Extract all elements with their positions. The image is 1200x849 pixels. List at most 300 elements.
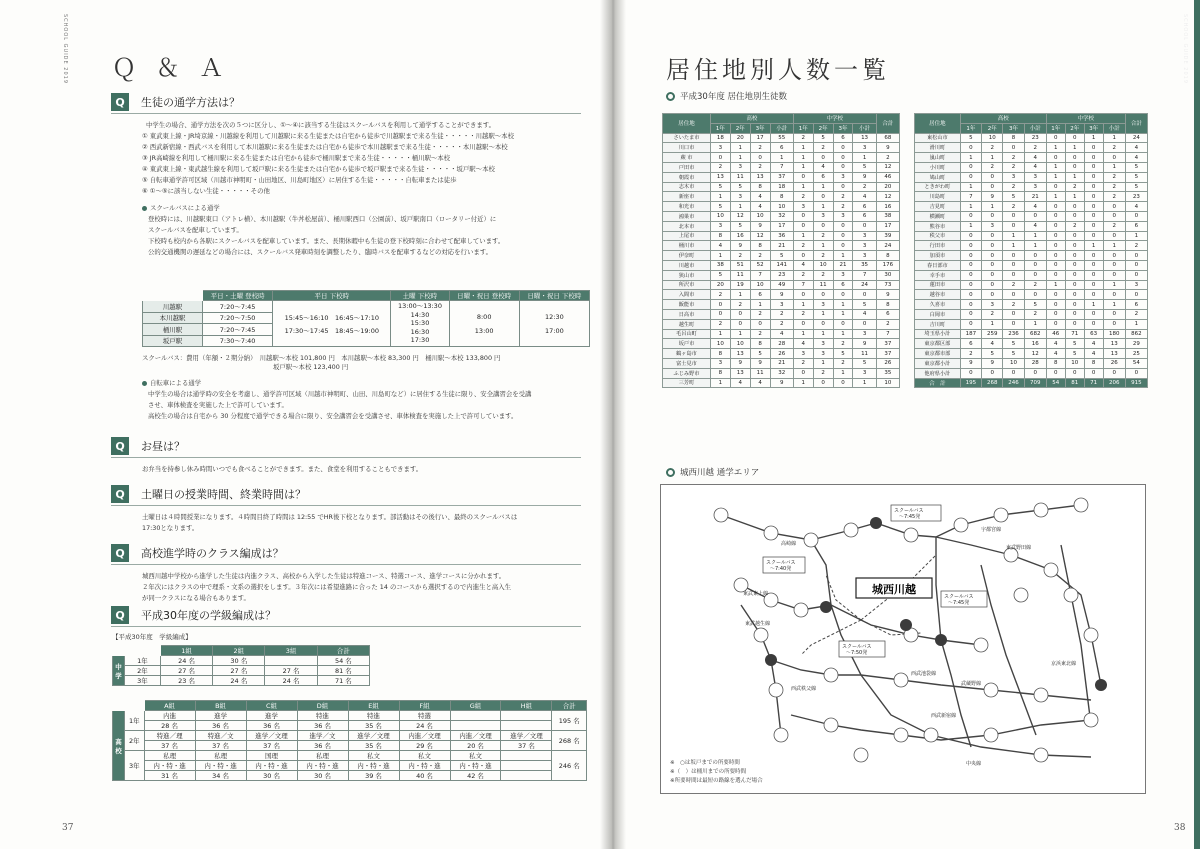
table-cell: 0 [1084,309,1103,319]
table-cell: 0 [1046,231,1065,241]
table-cell: 2 [1024,309,1046,319]
table-cell: 39 [876,231,899,241]
table-cell: 0 [1003,221,1024,231]
class-caption: 【平成30年度 学級編成】 [112,633,192,641]
area-cell: 川島町 [915,192,961,202]
line-label: 西武秩父線 [791,686,817,692]
station-node [824,668,838,682]
table-cell: 8 [710,349,730,359]
area-cell: 飯能市 [663,300,711,310]
table-cell: 13 [710,172,730,182]
station-node [824,718,838,732]
table-cell: 2 [1065,221,1084,231]
table-cell: 2 [1125,241,1147,251]
table-cell: 2 [750,309,770,319]
list-item: ④ 東武東上線・東武越生線を利用して坂戸駅に来る生徒または自宅から徒歩で坂戸駅まで来る生徒・・・・・坂戸駅～本校 [142,165,495,173]
table-cell: 0 [960,290,981,300]
table-cell: 0 [1103,202,1125,212]
station-node [894,673,908,687]
table-cell: 4 [750,192,770,202]
divider [111,564,581,565]
table-cell: 1 [1046,192,1065,202]
table-cell: 5 [730,221,750,231]
list-item: ⑥ ①～⑤に該当しない生徒・・・・・その他 [142,187,270,195]
table-cell: 5 [833,349,853,359]
table-cell: 0 [813,378,833,388]
station-node [1064,588,1078,602]
table-cell: 0 [1065,270,1084,280]
table-cell: 2 [813,368,833,378]
table-cell: 1 [1103,162,1125,172]
table-cell: 1 [833,309,853,319]
table-cell: 1 [1125,319,1147,329]
table-cell: 7 [960,192,981,202]
station-node [894,728,908,742]
table-cell: 0 [1084,270,1103,280]
divider [111,626,581,627]
table-cell: 0 [833,162,853,172]
grade-cell: 2年 [125,731,145,751]
table-cell: 6 [853,202,876,212]
table-cell: 81 名 [317,666,369,676]
divider [111,457,581,458]
table-row [915,143,1148,153]
answer-text: 17:30となります。 [142,524,199,532]
table-cell: 4 [1024,153,1046,163]
area-cell: 横瀬町 [915,211,961,221]
table-cell: 2 [813,143,833,153]
table-cell: 1 [813,309,833,319]
table-cell: 52 [750,260,770,270]
page-number: 38 [1174,823,1186,833]
table-cell: 1 [1103,300,1125,310]
station-cell: 坂戸駅 [143,335,203,347]
table-cell: 0 [960,241,981,251]
table-cell: 26 [876,358,899,368]
table-cell: 12 [876,192,899,202]
table-cell: 0 [1003,368,1024,378]
book-gutter [600,0,626,849]
table-cell: 8 [1046,358,1065,368]
table-cell: 3 [770,300,793,310]
map-note: ※所要時間は最短の路線を選んだ場合 [670,778,763,784]
bus-label: ～7:40発 [770,566,792,572]
table-cell: 2 [1125,309,1147,319]
table-cell: 2 [833,202,853,212]
table-cell: 進学／文理 [246,731,297,741]
table-cell: 0 [1084,172,1103,182]
table-cell: 0 [1065,319,1084,329]
table-cell: 0 [1065,211,1084,221]
table-row [915,358,1148,368]
table-cell: 24 名 [399,721,450,731]
table-cell: 13 [1103,349,1125,359]
table-cell: 0 [1065,241,1084,251]
table-cell: 30 名 [297,771,348,781]
table-cell: 2 [710,290,730,300]
table-cell: 1 [730,290,750,300]
bike-text: 中学生の場合は通学時の安全を考慮し、通学許可区域（川越市神明町、山田、川島町など）に居住する生徒に限り、安全講習会を受講 [148,390,532,398]
table-row [663,319,900,329]
table-cell: 0 [1046,319,1065,329]
grade-cell: 3年 [125,676,161,686]
table-row [663,162,900,172]
line-label: 京浜東北線 [1051,661,1077,667]
table-cell: 38 [710,260,730,270]
table-cell: 5 [853,358,876,368]
table-cell: 2 [813,270,833,280]
table-cell: 2 [1103,192,1125,202]
table-cell: 3 [1024,172,1046,182]
total-cell: 195 [960,378,981,388]
question-text: お昼は？ [141,440,185,453]
area-header: 居住地 [915,114,961,134]
table-cell: 26 [770,349,793,359]
area-cell: 久喜市 [915,300,961,310]
table-cell: 8 [1003,133,1024,143]
fee-label: スクールバス：費用（年額・２期分納） [142,354,254,362]
table-cell: 1 [793,300,813,310]
table-cell: 31 名 [144,771,195,781]
table-cell: 73 [876,280,899,290]
table-cell: 30 名 [246,771,297,781]
table-cell: 9 [750,221,770,231]
table-cell: 6 [750,290,770,300]
table-cell: 1 [1065,172,1084,182]
table-cell: 1 [853,378,876,388]
area-cell: 東京都市部 [915,349,961,359]
table-cell: 1 [1024,241,1046,251]
table-cell: 10 [750,211,770,221]
table-cell: 進学／文理 [501,731,552,741]
table-cell: 0 [833,231,853,241]
table-row [915,211,1148,221]
total-cell: 915 [1125,378,1147,388]
table-cell: 内・特・進 [195,761,246,771]
table-cell: 1 [710,378,730,388]
table-cell: 4 [1125,202,1147,212]
table-cell: 0 [1003,211,1024,221]
table-cell: 4 [1024,202,1046,212]
table-cell: 8 [750,241,770,251]
table-row [113,721,587,731]
table-cell: 1 [960,221,981,231]
table-cell: 1 [833,300,853,310]
station-node [984,683,998,697]
holiday-morning-cell: 8:00 13:00 [449,301,519,347]
table-cell: 0 [1103,153,1125,163]
table-cell: 0 [1003,143,1024,153]
bus-station-node [870,517,882,529]
area-cell: 伊奈町 [663,251,711,261]
table-row [113,711,587,721]
area-cell: 蕨 市 [663,153,711,163]
bus-label: スクールバス [766,560,796,566]
table-cell: 4 [1084,339,1103,349]
col-header: 日曜・祝日 下校時 [519,291,589,301]
table-cell: 0 [960,280,981,290]
list-item: ⑤ 自転車通学許可区域（川越市神明町・山田地区、川島町地区）に居住する生徒・・・・・自転車または徒歩 [142,176,457,184]
table-cell: 内・特・進 [297,761,348,771]
table-cell: 0 [1003,319,1024,329]
table-cell: 1 [793,162,813,172]
table-cell: 46 [1046,329,1065,339]
table-cell: 9 [876,143,899,153]
area-cell: 行田市 [915,241,961,251]
table-row [915,251,1148,261]
station-node [1074,498,1088,512]
table-cell: 0 [960,368,981,378]
table-cell: 8 [1084,358,1103,368]
sub-header: 小計 [853,123,876,133]
table-cell: 32 [770,368,793,378]
col-header: E組 [348,701,399,711]
table-cell: 0 [1125,270,1147,280]
table-cell: 1 [730,202,750,212]
table-cell: 23 [1024,133,1046,143]
sub-header: 1年 [960,123,981,133]
table-cell: 10 [710,339,730,349]
table-cell: 5 [1125,172,1147,182]
table-cell: 3 [813,339,833,349]
table-cell: 0 [1125,290,1147,300]
table-cell: 13 [853,133,876,143]
table-cell: 2 [750,162,770,172]
table-cell: 11 [730,270,750,280]
table-cell: 3 [710,143,730,153]
table-cell: 32 [770,211,793,221]
table-cell: 3 [730,192,750,202]
table-cell: 0 [1103,211,1125,221]
area-cell: 朝霞市 [663,172,711,182]
table-cell: 1 [1003,231,1024,241]
total-cell: 71 [1084,378,1103,388]
table-cell: 18 [770,182,793,192]
table-cell: 進学 [195,711,246,721]
table-row [915,241,1148,251]
table-cell: 5 [1125,162,1147,172]
table-cell: 0 [1084,260,1103,270]
table-cell: 1 [793,329,813,339]
area-cell: 日高市 [663,309,711,319]
table-cell: 36 名 [246,721,297,731]
table-cell: 28 [770,339,793,349]
table-cell: 私理 [144,751,195,761]
question-text: 土曜日の授業時間、終業時間は？ [141,488,306,501]
grand-total-row [915,378,1148,388]
table-cell: 0 [1024,251,1046,261]
table-row [663,378,900,388]
corner-cell [143,291,203,301]
table-cell: 5 [1003,349,1024,359]
question-4 [111,543,581,563]
table-cell: 0 [1046,270,1065,280]
table-cell: 9 [770,378,793,388]
rail-line [981,565,1036,735]
table-cell: 0 [982,368,1003,378]
table-cell: 0 [853,319,876,329]
table-cell: 0 [960,211,981,221]
table-cell: 9 [876,290,899,300]
table-cell: 3 [1003,172,1024,182]
sub-header: 3年 [750,123,770,133]
table-cell: 2 [793,133,813,143]
table-cell: 0 [853,221,876,231]
table-cell: 3 [813,211,833,221]
table-cell: 0 [1046,309,1065,319]
table-cell: 0 [1103,270,1125,280]
station-cell: 桶川駅 [143,324,203,336]
area-cell: 蓮田市 [915,280,961,290]
station-node [794,603,808,617]
table-row [915,221,1148,231]
table-cell: 0 [1024,290,1046,300]
table-row [663,290,900,300]
table-cell: 2 [1024,280,1046,290]
area-cell: 東松山市 [915,133,961,143]
bus-text: 下校時も校内から各駅にスクールバスを配車しています。また、長期休暇中も生徒の登下校時刻に合わせて配車しています。 [148,237,505,245]
table-cell: 10 [1065,358,1084,368]
question-text: 生徒の通学方法は？ [141,96,240,109]
table-cell: 0 [1065,368,1084,378]
table-cell: 0 [1125,251,1147,261]
table-cell: 0 [960,309,981,319]
table-cell: 187 [960,329,981,339]
table-cell: 3 [853,368,876,378]
table-cell: 10 [750,280,770,290]
col-header: H組 [501,701,552,711]
table-row [915,133,1148,143]
table-cell: 17 [770,221,793,231]
table-cell: 16 [876,202,899,212]
table-cell: 2 [876,319,899,329]
col-header: 2組 [213,646,265,656]
table-cell: 1 [833,368,853,378]
table-cell: 0 [1065,133,1084,143]
table-cell: 28 [1024,358,1046,368]
table-cell: 特進／理 [144,731,195,741]
table-cell: 38 [876,211,899,221]
table-cell: 内・特・進 [450,761,501,771]
area-cell: 戸田市 [663,162,711,172]
table-cell: 0 [1103,231,1125,241]
table-cell: 10 [982,133,1003,143]
table-cell: 2 [710,162,730,172]
table-cell: 17 [750,133,770,143]
table-cell: 0 [1024,270,1046,280]
table-cell: 23 [770,270,793,280]
table-cell: 2 [793,192,813,202]
table-cell: 0 [982,182,1003,192]
table-cell: 2 [982,309,1003,319]
area-cell: 鴻巣市 [663,211,711,221]
table-row [915,231,1148,241]
area-cell: 上尾市 [663,231,711,241]
sub-header: 1年 [710,123,730,133]
sub-header: 2年 [730,123,750,133]
area-cell: 小川町 [915,162,961,172]
q4-answer [142,571,582,604]
table-cell: 11 [750,368,770,378]
table-row [663,309,900,319]
table-cell: 5 [853,300,876,310]
table-cell: 11 [853,349,876,359]
table-row [915,280,1148,290]
table-cell: 37 [876,349,899,359]
table-cell: 0 [1046,133,1065,143]
table-cell: 10 [813,260,833,270]
table-row [915,349,1148,359]
holiday-after-cell: 12:30 17:00 [519,301,589,347]
table-cell: 2 [982,162,1003,172]
total-header: 合計 [876,114,899,134]
table-cell: 2 [876,153,899,163]
table-cell: 3 [853,251,876,261]
table-cell: 2 [833,358,853,368]
table-row [663,143,900,153]
sub-header: 2年 [1065,123,1084,133]
table-row [113,741,587,751]
table-cell: 0 [1046,368,1065,378]
table-cell: 0 [1084,202,1103,212]
table-cell: 2 [793,309,813,319]
rail-map [661,485,1147,795]
table-cell: 0 [982,260,1003,270]
table-cell: 1 [982,319,1003,329]
table-cell: 0 [1024,211,1046,221]
table-cell: 34 名 [195,771,246,781]
table-cell: 0 [1065,309,1084,319]
q2-answer [142,464,582,475]
table-cell: 0 [1046,290,1065,300]
total-cell: 246 [1003,378,1024,388]
table-cell: 0 [960,231,981,241]
bike-text: させ、車体検査を実施した上で許可しています。 [148,401,288,409]
table-cell: 39 名 [348,771,399,781]
area-cell: 東京都区部 [915,339,961,349]
table-cell: 11 [730,172,750,182]
bus-text: 登校時には、川越駅東口（アトレ横）、本川越駅（牛丼松屋前）、桶川駅西口（公園前）、坂戸駅南口（ロータリー付近）に [148,215,497,223]
table-cell: 5 [710,202,730,212]
table-cell: 4 [1084,349,1103,359]
hs-class-table [112,700,587,781]
table-cell: 4 [750,202,770,212]
grade-cell: 3年 [125,751,145,781]
table-cell: 4 [770,329,793,339]
table-cell: 1 [1103,241,1125,251]
table-cell: 141 [770,260,793,270]
table-cell: 4 [1125,143,1147,153]
station-node-dark [1095,679,1107,691]
table-cell: 9 [730,358,750,368]
table-cell: 9 [853,172,876,182]
table-cell: 5 [1065,339,1084,349]
table-cell: 5 [1125,182,1147,192]
table-cell: 0 [982,172,1003,182]
line-label: 宇都宮線 [981,527,1002,533]
table-cell: 3 [853,241,876,251]
table-cell: 0 [1065,260,1084,270]
table-cell: 8 [750,182,770,192]
table-cell: 0 [1003,260,1024,270]
table-cell: 6 [960,339,981,349]
table-cell: 0 [1046,221,1065,231]
station-node [954,518,968,532]
table-row [915,309,1148,319]
table-cell: 0 [1065,251,1084,261]
table-cell: 3 [710,221,730,231]
table-cell: 8 [710,231,730,241]
